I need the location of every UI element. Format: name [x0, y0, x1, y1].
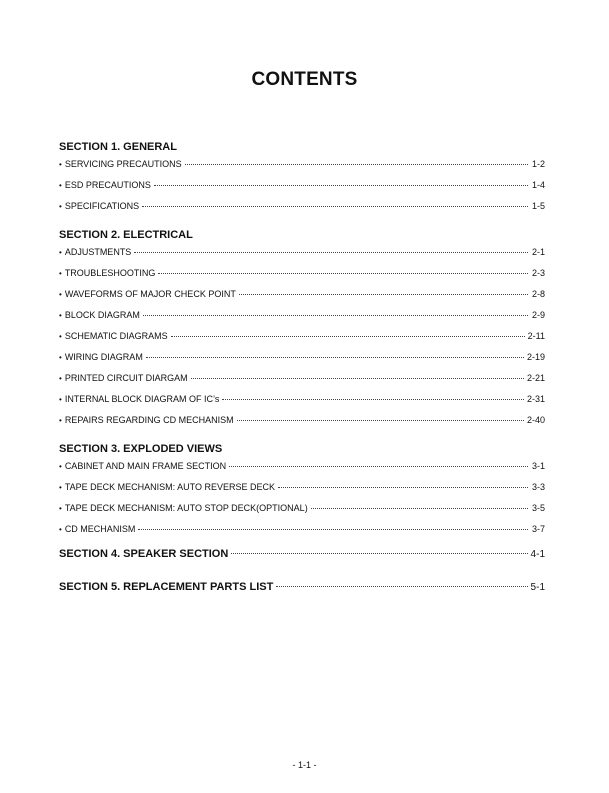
- toc-entry-page: 2-9: [531, 310, 545, 320]
- major-section-page: 5-1: [530, 582, 545, 593]
- toc-entry: [59, 288, 545, 309]
- toc-entry-label: ESD PRECAUTIONS: [64, 180, 151, 190]
- toc-entry-page: 3-1: [531, 461, 545, 471]
- bullet: •: [59, 504, 62, 513]
- toc-entry-label: INTERNAL BLOCK DIAGRAM OF IC’s: [64, 394, 220, 404]
- toc-entry: [59, 523, 545, 544]
- page-number: - 1-1 -: [292, 760, 317, 770]
- toc-entry-page: 2-21: [526, 373, 545, 383]
- bullet: •: [59, 248, 62, 257]
- toc-entry-page: 3-7: [531, 524, 545, 534]
- toc-entry-label: TROUBLESHOOTING: [64, 268, 156, 278]
- toc-entry: [59, 309, 545, 330]
- bullet: •: [59, 311, 62, 320]
- toc-entry: [59, 246, 545, 267]
- dot-leader: [222, 399, 524, 400]
- bullet: •: [59, 290, 62, 299]
- dot-leader: [158, 273, 528, 274]
- toc-entry-page: 3-5: [531, 503, 545, 513]
- dot-leader: [231, 553, 527, 554]
- toc-entry: [59, 481, 545, 502]
- major-section-label: SECTION 5. REPLACEMENT PARTS LIST: [59, 581, 274, 593]
- toc-entry: [59, 372, 545, 393]
- bullet: •: [59, 462, 62, 471]
- toc-entry: [59, 351, 545, 372]
- toc-entry: [59, 267, 545, 288]
- dot-leader: [311, 508, 528, 509]
- toc-entry-label: WAVEFORMS OF MAJOR CHECK POINT: [64, 289, 236, 299]
- toc-entry-label: ADJUSTMENTS: [64, 247, 132, 257]
- toc-entry-label: REPAIRS REGARDING CD MECHANISM: [64, 415, 234, 425]
- bullet: •: [59, 332, 62, 341]
- bullet: •: [59, 269, 62, 278]
- toc-entry: [59, 158, 545, 179]
- dot-leader: [143, 315, 528, 316]
- section-heading: SECTION 3. EXPLODED VIEWS: [59, 443, 223, 455]
- bullet: •: [59, 181, 62, 190]
- toc-entry-page: 2-31: [526, 394, 545, 404]
- page-title: CONTENTS: [251, 69, 358, 90]
- toc-entry: [59, 460, 545, 481]
- bullet: •: [59, 160, 62, 169]
- dot-leader: [154, 185, 528, 186]
- toc-entry: [59, 179, 545, 200]
- toc-entry-label: SPECIFICATIONS: [64, 201, 140, 211]
- toc-entry-page: 2-19: [526, 352, 545, 362]
- dot-leader: [138, 529, 528, 530]
- toc-entry-page: 3-3: [531, 482, 545, 492]
- dot-leader: [237, 420, 524, 421]
- toc-entry: [59, 502, 545, 523]
- toc-entry-label: WIRING DIAGRAM: [64, 352, 143, 362]
- toc-entry: [59, 414, 545, 435]
- bullet: •: [59, 416, 62, 425]
- toc-entry: [59, 330, 545, 351]
- dot-leader: [239, 294, 528, 295]
- toc-entry-page: 2-40: [526, 415, 545, 425]
- bullet: •: [59, 483, 62, 492]
- dot-leader: [171, 336, 525, 337]
- toc-entry-label: TAPE DECK MECHANISM: AUTO STOP DECK(OPTIONAL): [64, 503, 308, 513]
- dot-leader: [229, 466, 528, 467]
- dot-leader: [278, 487, 528, 488]
- section-1-group: [59, 140, 545, 221]
- section-heading: SECTION 1. GENERAL: [59, 141, 177, 153]
- bullet: •: [59, 202, 62, 211]
- toc-entry-page: 2-8: [531, 289, 545, 299]
- toc-entry-page: 2-11: [527, 331, 545, 341]
- toc-entry-label: BLOCK DIAGRAM: [64, 310, 140, 320]
- toc-entry-label: SCHEMATIC DIAGRAMS: [64, 331, 168, 341]
- dot-leader: [134, 252, 528, 253]
- major-section-page: 4-1: [530, 549, 545, 560]
- bullet: •: [59, 395, 62, 404]
- toc-entry-label: CABINET AND MAIN FRAME SECTION: [64, 461, 227, 471]
- table-of-contents: [59, 140, 545, 551]
- toc-entry-page: 2-1: [531, 247, 545, 257]
- section-heading: SECTION 2. ELECTRICAL: [59, 229, 193, 241]
- section-2-group: [59, 228, 545, 435]
- section-3-group: [59, 442, 545, 544]
- toc-entry: [59, 200, 545, 221]
- toc-entry-page: 1-5: [531, 201, 545, 211]
- toc-entry-label: SERVICING PRECAUTIONS: [64, 159, 182, 169]
- section-4-entry: [59, 547, 545, 561]
- bullet: •: [59, 353, 62, 362]
- toc-entry-label: TAPE DECK MECHANISM: AUTO REVERSE DECK: [64, 482, 276, 492]
- toc-entry-label: PRINTED CIRCUIT DIARGAM: [64, 373, 188, 383]
- toc-entry-page: 1-2: [531, 159, 545, 169]
- bullet: •: [59, 525, 62, 534]
- toc-entry-page: 2-3: [531, 268, 545, 278]
- major-section-label: SECTION 4. SPEAKER SECTION: [59, 548, 229, 560]
- dot-leader: [185, 164, 528, 165]
- section-5-entry: [59, 580, 545, 594]
- dot-leader: [191, 378, 524, 379]
- dot-leader: [142, 206, 528, 207]
- dot-leader: [146, 357, 524, 358]
- toc-entry-label: CD MECHANISM: [64, 524, 136, 534]
- toc-entry: [59, 393, 545, 414]
- bullet: •: [59, 374, 62, 383]
- toc-entry-page: 1-4: [531, 180, 545, 190]
- dot-leader: [276, 586, 527, 587]
